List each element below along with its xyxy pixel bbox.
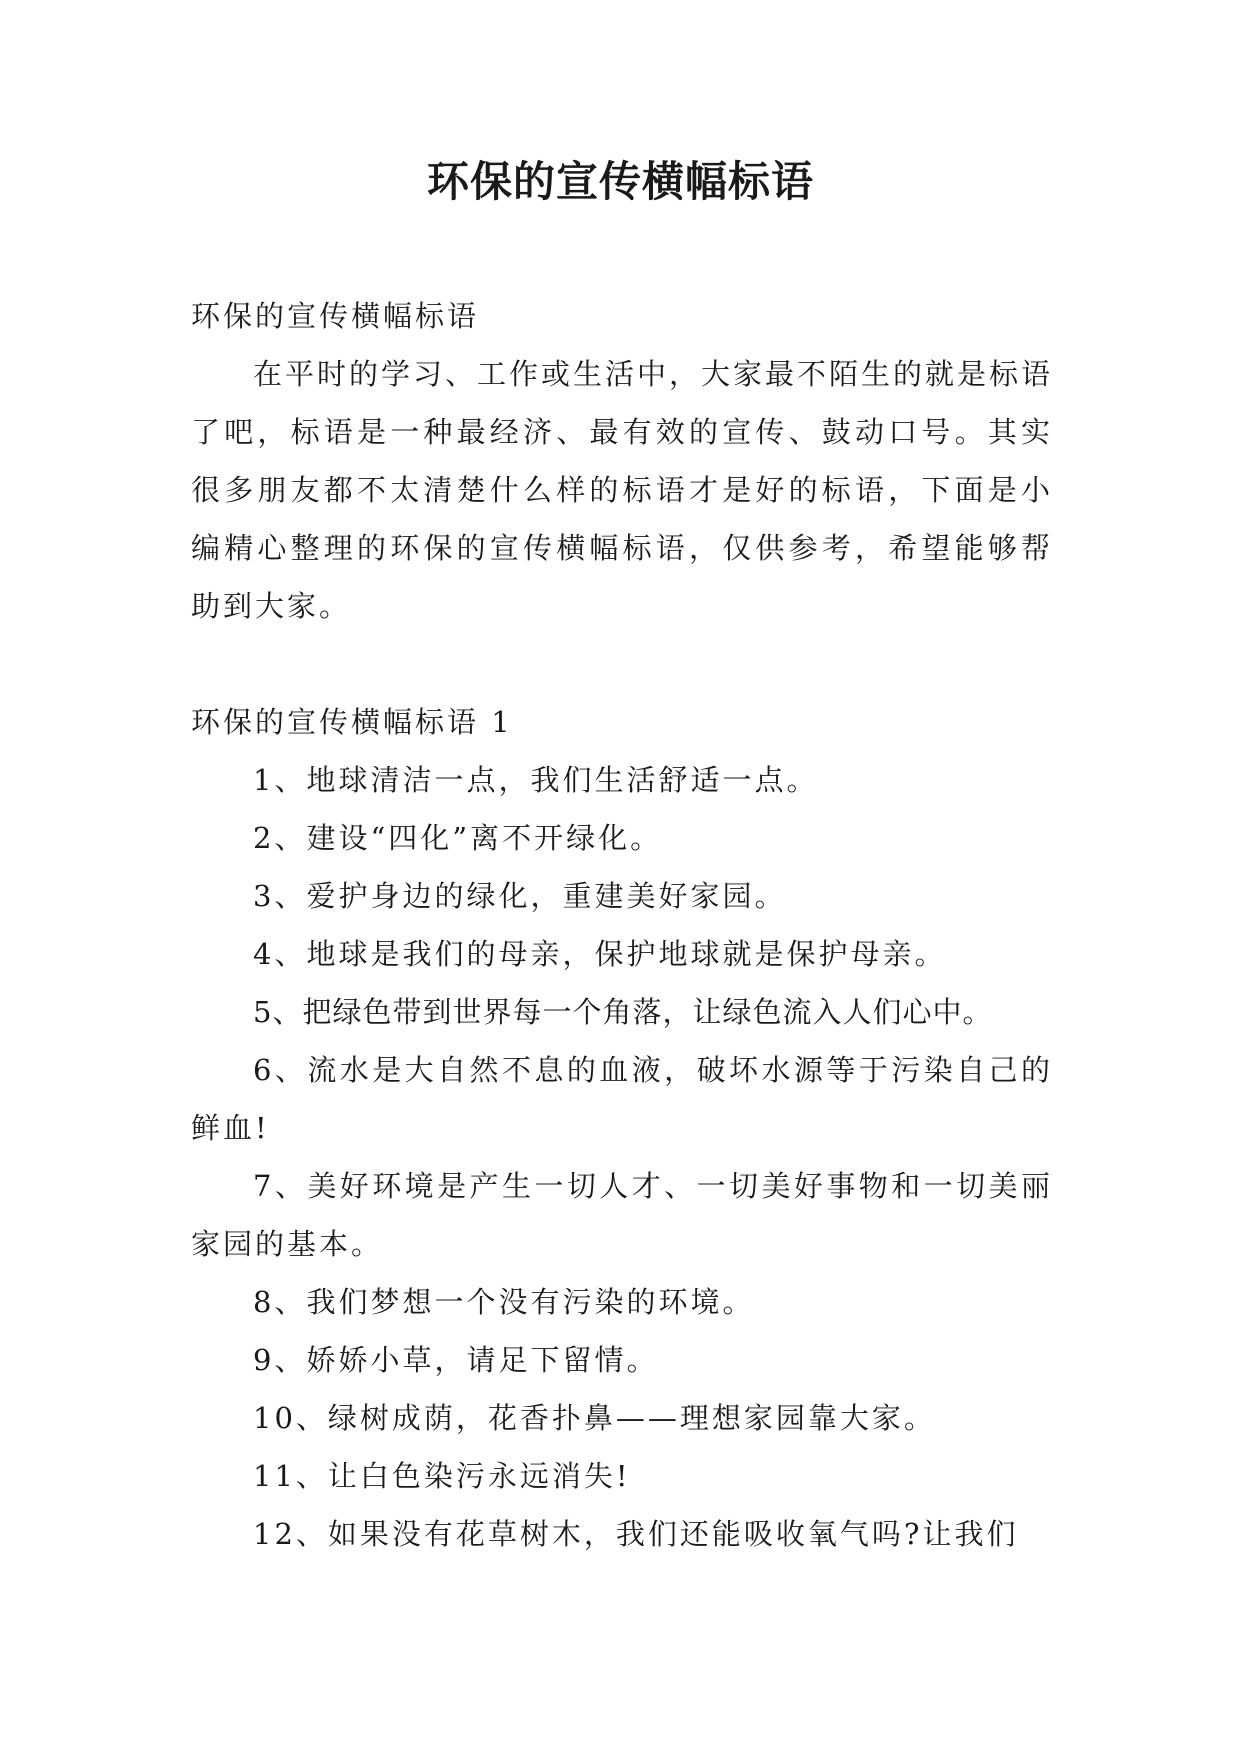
list-item: 6、流水是大自然不息的血液，破坏水源等于污染自己的鲜血! bbox=[191, 1053, 1053, 1145]
list-item: 7、美好环境是产生一切人才、一切美好事物和一切美丽家园的基本。 bbox=[191, 1169, 1053, 1261]
list-item: 11、让白色染污永远消失! bbox=[253, 1459, 631, 1493]
document-body bbox=[191, 287, 1053, 1563]
list-item: 4、地球是我们的母亲，保护地球就是保护母亲。 bbox=[253, 937, 947, 971]
document-subtitle: 环保的宣传横幅标语 bbox=[191, 299, 480, 333]
intro-paragraph: 在平时的学习、工作或生活中，大家最不陌生的就是标语了吧，标语是一种最经济、最有效的宣传、鼓动口号。其实很多朋友都不太清楚什么样的标语才是好的标语，下面是小编精心整理的环保的宣传横幅标语，仅供参考，希望能够帮助到大家。 bbox=[191, 357, 1054, 623]
list-item: 3、爱护身边的绿化，重建美好家园。 bbox=[253, 879, 787, 913]
list-item: 8、我们梦想一个没有污染的环境。 bbox=[253, 1285, 755, 1319]
list-item: 9、娇娇小草，请足下留情。 bbox=[253, 1343, 659, 1377]
list-item: 2、建设“四化”离不开绿化。 bbox=[253, 821, 663, 855]
section-heading: 环保的宣传横幅标语 1 bbox=[191, 705, 513, 739]
paragraph-spacer bbox=[191, 635, 1053, 693]
document-title: 环保的宣传横幅标语 bbox=[426, 157, 814, 206]
list-item: 1、地球清洁一点，我们生活舒适一点。 bbox=[253, 763, 819, 797]
list-item: 12、如果没有花草树木，我们还能吸收氧气吗?让我们 bbox=[253, 1517, 1019, 1551]
list-item: 5、把绿色带到世界每一个角落，让绿色流入人们心中。 bbox=[253, 995, 993, 1029]
list-item: 10、绿树成荫，花香扑鼻——理想家园靠大家。 bbox=[253, 1401, 936, 1435]
